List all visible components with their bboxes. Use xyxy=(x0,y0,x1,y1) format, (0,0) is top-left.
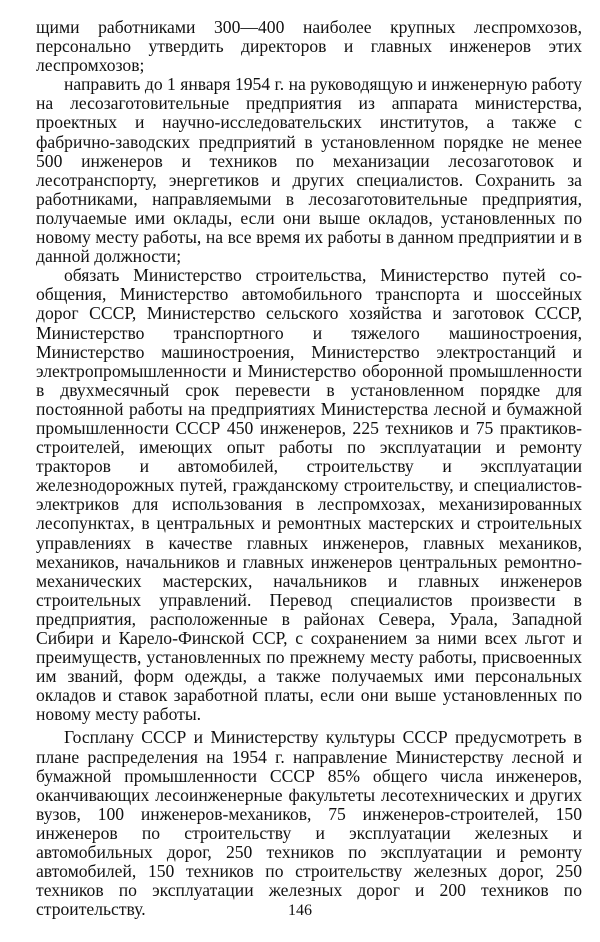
page-number: 146 xyxy=(288,902,312,919)
paragraph-direct-engineers: направить до 1 января 1954 г. на руководящую и инженерную работу на лесозаготовительные предприятия из аппарата министерства, проектных и научно-исследовательских институтов, а также с фабрично-заводских предприятий в установленном порядке не менее 500 инженеров и техников по механизации лесозаготовок и лесотранспорту, энергетиков и других специалистов. Сохранить за работниками, направляемыми в лесозаготовительные предприятия, получаемые ими оклады, если они выше окладов, установленных по новому месту работы, на все время их работы в данном предприятии и в данной должности; xyxy=(36,74,582,267)
paragraph-continuation: щими работниками 300—400 наиболее крупных леспромхозов, персонально утвердить директоров и главных инженеров этих леспромхозов; xyxy=(36,17,582,76)
paragraph-oblige-ministries: обязать Министерство строительства, Министерство путей сообщения, Министерство автомобильного транспорта и шоссейных дорог СССР, Министерство сельского хозяйства и заготовок СССР, Министерство транспортного и тяжелого машиностроения, Министерство машиностроения, Министерство электростанций и электропромышленности и Министерство оборонной промышленности в двухмесячный срок перевести в установленном порядке для постоянной работы на предприятиях Министерства лесной и бумажной промышленности СССР 450 инженеров, 225 техников и 75 практиков-строителей, имеющих опыт работы по эксплуатации и ремонту тракторов и автомобилей, строительству и эксплуатации железнодорожных путей, гражданскому строительству, и специалистов-электриков для использования в леспромхозах, механизированных лесопунктах, в центральных и ремонтных мастерских и строительных управлениях в качестве главных инженеров, главных механиков, механиков, начальников и главных инженеров центральных ремонтно-механических мастерских, начальников и главных инженеров строительных управлений. Перевод специалистов произвести в предприятия, расположенные в районах Севера, Урала, Западной Сибири и Карело-Финской ССР, с сохранением за ними всех льгот и преимуществ, установленных по прежнему месту работы, присвоенных им званий, форм одежды, а также получаемых ими персональных окладов и ставок заработной платы, если они выше установленных по новому месту работы. xyxy=(36,265,582,725)
document-page xyxy=(36,18,582,919)
paragraph-gosplan: Госплану СССР и Министерству культуры СССР предусмотреть в плане распределения на 1954 г. направление Министерству лесной и бумажной промышленности СССР 85% общего числа инженеров, оканчивающих лесоинженерные факультеты лесотехнических и других вузов, 100 инженеров-механиков, 75 инженеров-строителей, 150 инженеров по строительству и эксплуатации железных и автомобильных дорог, 250 техников по эксплуатации и ремонту автомобилей, 150 техников по строительству железных дорог, 250 техников по эксплуатации железных дорог и 200 техников по строительству. xyxy=(36,727,582,920)
